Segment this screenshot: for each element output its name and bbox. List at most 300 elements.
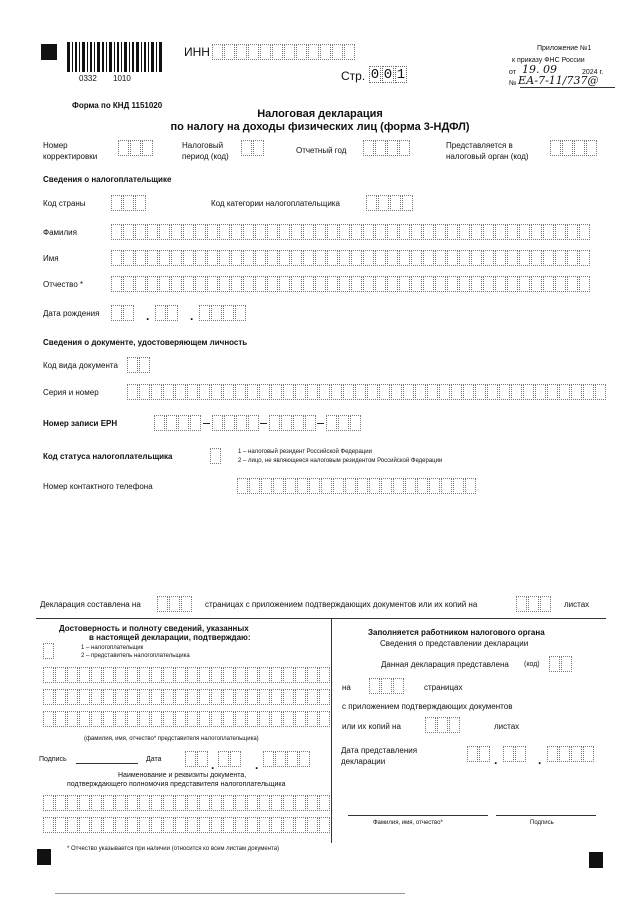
input-cell[interactable] [319, 667, 330, 683]
input-cell[interactable] [319, 817, 330, 833]
input-cell[interactable] [471, 250, 482, 266]
input-cell[interactable] [247, 689, 258, 705]
input-cell[interactable] [163, 384, 174, 400]
input-cell[interactable] [459, 250, 470, 266]
input-cell[interactable] [483, 250, 494, 266]
input-cell[interactable] [447, 250, 458, 266]
input-cell[interactable] [423, 250, 434, 266]
input-cell[interactable] [247, 817, 258, 833]
series-cells[interactable] [127, 384, 607, 400]
input-cell[interactable] [163, 689, 174, 705]
input-cell[interactable] [319, 384, 330, 400]
input-cell[interactable] [255, 250, 266, 266]
submission-code-cells[interactable] [549, 656, 573, 672]
input-cell[interactable] [315, 250, 326, 266]
input-cell[interactable] [183, 276, 194, 292]
input-cell[interactable] [357, 478, 368, 494]
input-cell[interactable] [483, 276, 494, 292]
input-cell[interactable] [199, 711, 210, 727]
input-cell[interactable] [351, 276, 362, 292]
correction-cells[interactable] [118, 140, 154, 156]
input-cell[interactable] [115, 667, 126, 683]
input-cell[interactable] [451, 384, 462, 400]
input-cell[interactable] [459, 224, 470, 240]
input-cell[interactable] [127, 711, 138, 727]
input-cell[interactable] [411, 250, 422, 266]
input-cell[interactable] [187, 817, 198, 833]
input-cell[interactable] [345, 478, 356, 494]
input-cell[interactable] [307, 711, 318, 727]
phone-cells[interactable] [237, 478, 477, 494]
input-cell[interactable] [555, 250, 566, 266]
input-cell[interactable] [139, 689, 150, 705]
input-cell[interactable] [207, 250, 218, 266]
left-date-day[interactable] [185, 751, 209, 767]
input-cell[interactable] [175, 667, 186, 683]
input-cell[interactable] [303, 250, 314, 266]
input-cell[interactable] [55, 689, 66, 705]
status-cell[interactable] [210, 448, 222, 464]
input-cell[interactable] [307, 817, 318, 833]
representative-fio-row-2[interactable] [43, 689, 331, 705]
pages-count-cells[interactable] [157, 596, 193, 612]
representative-fio-row-3[interactable] [43, 711, 331, 727]
input-cell[interactable] [231, 224, 242, 240]
input-cell[interactable] [283, 817, 294, 833]
input-cell[interactable] [159, 276, 170, 292]
input-cell[interactable] [523, 384, 534, 400]
input-cell[interactable] [79, 795, 90, 811]
input-cell[interactable] [547, 384, 558, 400]
input-cell[interactable] [295, 384, 306, 400]
input-cell[interactable] [147, 224, 158, 240]
input-cell[interactable] [267, 224, 278, 240]
office-date-day[interactable] [467, 746, 491, 762]
input-cell[interactable] [303, 224, 314, 240]
input-cell[interactable] [43, 817, 54, 833]
input-cell[interactable] [531, 276, 542, 292]
input-cell[interactable] [423, 276, 434, 292]
input-cell[interactable] [411, 224, 422, 240]
input-cell[interactable] [195, 250, 206, 266]
inn-cells[interactable] [212, 44, 356, 60]
input-cell[interactable] [139, 795, 150, 811]
input-cell[interactable] [219, 276, 230, 292]
input-cell[interactable] [43, 667, 54, 683]
input-cell[interactable] [243, 276, 254, 292]
input-cell[interactable] [387, 224, 398, 240]
input-cell[interactable] [79, 817, 90, 833]
input-cell[interactable] [43, 689, 54, 705]
input-cell[interactable] [307, 667, 318, 683]
input-cell[interactable] [571, 384, 582, 400]
input-cell[interactable] [187, 384, 198, 400]
input-cell[interactable] [595, 384, 606, 400]
input-cell[interactable] [159, 224, 170, 240]
input-cell[interactable] [405, 478, 416, 494]
input-cell[interactable] [381, 478, 392, 494]
sheets-count-cells[interactable] [516, 596, 552, 612]
input-cell[interactable] [331, 384, 342, 400]
input-cell[interactable] [127, 817, 138, 833]
input-cell[interactable] [415, 384, 426, 400]
input-cell[interactable] [435, 276, 446, 292]
input-cell[interactable] [399, 250, 410, 266]
input-cell[interactable] [375, 250, 386, 266]
input-cell[interactable] [115, 795, 126, 811]
input-cell[interactable] [411, 276, 422, 292]
input-cell[interactable] [333, 478, 344, 494]
input-cell[interactable] [453, 478, 464, 494]
input-cell[interactable] [507, 224, 518, 240]
input-cell[interactable] [427, 384, 438, 400]
input-cell[interactable] [339, 250, 350, 266]
input-cell[interactable] [79, 689, 90, 705]
input-cell[interactable] [115, 817, 126, 833]
input-cell[interactable] [555, 276, 566, 292]
input-cell[interactable] [55, 667, 66, 683]
ern-cells-1[interactable] [154, 415, 202, 431]
input-cell[interactable] [223, 689, 234, 705]
input-cell[interactable] [243, 250, 254, 266]
input-cell[interactable] [123, 250, 134, 266]
input-cell[interactable] [375, 224, 386, 240]
input-cell[interactable] [271, 795, 282, 811]
input-cell[interactable] [291, 224, 302, 240]
input-cell[interactable] [199, 689, 210, 705]
input-cell[interactable] [127, 384, 138, 400]
input-cell[interactable] [499, 384, 510, 400]
input-cell[interactable] [171, 224, 182, 240]
input-cell[interactable] [223, 817, 234, 833]
input-cell[interactable] [447, 224, 458, 240]
input-cell[interactable] [319, 711, 330, 727]
input-cell[interactable] [439, 384, 450, 400]
input-cell[interactable] [235, 384, 246, 400]
input-cell[interactable] [231, 276, 242, 292]
input-cell[interactable] [355, 384, 366, 400]
input-cell[interactable] [135, 224, 146, 240]
input-cell[interactable] [247, 795, 258, 811]
input-cell[interactable] [247, 667, 258, 683]
input-cell[interactable] [199, 795, 210, 811]
input-cell[interactable] [369, 478, 380, 494]
input-cell[interactable] [235, 711, 246, 727]
input-cell[interactable] [465, 478, 476, 494]
input-cell[interactable] [103, 667, 114, 683]
input-cell[interactable] [495, 224, 506, 240]
input-cell[interactable] [183, 224, 194, 240]
input-cell[interactable] [271, 711, 282, 727]
input-cell[interactable] [67, 795, 78, 811]
input-cell[interactable] [283, 689, 294, 705]
input-cell[interactable] [579, 276, 590, 292]
input-cell[interactable] [151, 817, 162, 833]
input-cell[interactable] [127, 689, 138, 705]
input-cell[interactable] [271, 817, 282, 833]
input-cell[interactable] [55, 711, 66, 727]
input-cell[interactable] [255, 224, 266, 240]
input-cell[interactable] [111, 224, 122, 240]
input-cell[interactable] [555, 224, 566, 240]
input-cell[interactable] [567, 224, 578, 240]
input-cell[interactable] [237, 478, 248, 494]
input-cell[interactable] [211, 667, 222, 683]
input-cell[interactable] [495, 250, 506, 266]
input-cell[interactable] [151, 689, 162, 705]
input-cell[interactable] [127, 795, 138, 811]
name-cells[interactable] [111, 250, 591, 266]
office-sheets-cells[interactable] [425, 717, 461, 733]
input-cell[interactable] [43, 711, 54, 727]
input-cell[interactable] [403, 384, 414, 400]
input-cell[interactable] [531, 224, 542, 240]
input-cell[interactable] [249, 478, 260, 494]
input-cell[interactable] [519, 250, 530, 266]
input-cell[interactable] [363, 250, 374, 266]
input-cell[interactable] [285, 478, 296, 494]
input-cell[interactable] [91, 795, 102, 811]
birthdate-day[interactable] [111, 305, 135, 321]
patronymic-cells[interactable] [111, 276, 591, 292]
country-cells[interactable] [111, 195, 147, 211]
input-cell[interactable] [223, 711, 234, 727]
input-cell[interactable] [111, 276, 122, 292]
input-cell[interactable] [583, 384, 594, 400]
input-cell[interactable] [123, 224, 134, 240]
input-cell[interactable] [195, 224, 206, 240]
input-cell[interactable] [291, 276, 302, 292]
input-cell[interactable] [147, 276, 158, 292]
input-cell[interactable] [295, 711, 306, 727]
birthdate-year[interactable] [199, 305, 247, 321]
input-cell[interactable] [211, 384, 222, 400]
input-cell[interactable] [315, 224, 326, 240]
input-cell[interactable] [519, 224, 530, 240]
surname-cells[interactable] [111, 224, 591, 240]
input-cell[interactable] [319, 689, 330, 705]
input-cell[interactable] [295, 817, 306, 833]
input-cell[interactable] [343, 384, 354, 400]
input-cell[interactable] [91, 667, 102, 683]
input-cell[interactable] [543, 250, 554, 266]
input-cell[interactable] [139, 667, 150, 683]
input-cell[interactable] [259, 667, 270, 683]
category-cells[interactable] [366, 195, 414, 211]
input-cell[interactable] [297, 478, 308, 494]
input-cell[interactable] [91, 817, 102, 833]
input-cell[interactable] [111, 250, 122, 266]
input-cell[interactable] [441, 478, 452, 494]
input-cell[interactable] [535, 384, 546, 400]
confirm-type-cell[interactable] [43, 643, 55, 659]
input-cell[interactable] [187, 795, 198, 811]
input-cell[interactable] [283, 384, 294, 400]
input-cell[interactable] [223, 667, 234, 683]
input-cell[interactable] [91, 711, 102, 727]
input-cell[interactable] [175, 384, 186, 400]
input-cell[interactable] [123, 276, 134, 292]
input-cell[interactable] [279, 276, 290, 292]
input-cell[interactable] [351, 250, 362, 266]
input-cell[interactable] [295, 795, 306, 811]
left-date-month[interactable] [218, 751, 242, 767]
input-cell[interactable] [399, 276, 410, 292]
input-cell[interactable] [171, 276, 182, 292]
input-cell[interactable] [315, 276, 326, 292]
input-cell[interactable] [303, 276, 314, 292]
input-cell[interactable] [163, 817, 174, 833]
input-cell[interactable] [327, 276, 338, 292]
input-cell[interactable] [519, 276, 530, 292]
input-cell[interactable] [429, 478, 440, 494]
input-cell[interactable] [79, 711, 90, 727]
input-cell[interactable] [207, 224, 218, 240]
input-cell[interactable] [327, 250, 338, 266]
input-cell[interactable] [267, 276, 278, 292]
input-cell[interactable] [319, 795, 330, 811]
input-cell[interactable] [367, 384, 378, 400]
input-cell[interactable] [391, 384, 402, 400]
input-cell[interactable] [271, 667, 282, 683]
input-cell[interactable] [393, 478, 404, 494]
input-cell[interactable] [211, 689, 222, 705]
input-cell[interactable] [387, 250, 398, 266]
input-cell[interactable] [543, 224, 554, 240]
input-cell[interactable] [295, 667, 306, 683]
input-cell[interactable] [471, 276, 482, 292]
input-cell[interactable] [211, 817, 222, 833]
input-cell[interactable] [339, 276, 350, 292]
input-cell[interactable] [199, 667, 210, 683]
authority-doc-row-1[interactable] [43, 795, 331, 811]
input-cell[interactable] [247, 384, 258, 400]
input-cell[interactable] [543, 276, 554, 292]
input-cell[interactable] [207, 276, 218, 292]
input-cell[interactable] [559, 384, 570, 400]
ern-cells-3[interactable] [269, 415, 317, 431]
input-cell[interactable] [243, 224, 254, 240]
input-cell[interactable] [327, 224, 338, 240]
input-cell[interactable] [475, 384, 486, 400]
input-cell[interactable] [183, 250, 194, 266]
input-cell[interactable] [321, 478, 332, 494]
input-cell[interactable] [531, 250, 542, 266]
input-cell[interactable] [379, 384, 390, 400]
input-cell[interactable] [163, 795, 174, 811]
input-cell[interactable] [235, 667, 246, 683]
input-cell[interactable] [235, 795, 246, 811]
representative-fio-row-1[interactable] [43, 667, 331, 683]
year-cells[interactable] [363, 140, 411, 156]
input-cell[interactable] [175, 711, 186, 727]
input-cell[interactable] [279, 224, 290, 240]
input-cell[interactable] [103, 817, 114, 833]
input-cell[interactable] [271, 384, 282, 400]
input-cell[interactable] [171, 250, 182, 266]
office-date-year[interactable] [547, 746, 595, 762]
input-cell[interactable] [159, 250, 170, 266]
input-cell[interactable] [67, 667, 78, 683]
input-cell[interactable] [259, 795, 270, 811]
input-cell[interactable] [307, 795, 318, 811]
authority-cells[interactable] [550, 140, 598, 156]
period-cells[interactable] [241, 140, 265, 156]
input-cell[interactable] [259, 689, 270, 705]
input-cell[interactable] [175, 689, 186, 705]
input-cell[interactable] [139, 384, 150, 400]
input-cell[interactable] [211, 711, 222, 727]
input-cell[interactable] [151, 384, 162, 400]
input-cell[interactable] [55, 795, 66, 811]
input-cell[interactable] [79, 667, 90, 683]
input-cell[interactable] [199, 817, 210, 833]
input-cell[interactable] [223, 795, 234, 811]
input-cell[interactable] [235, 689, 246, 705]
input-cell[interactable] [417, 478, 428, 494]
input-cell[interactable] [261, 478, 272, 494]
input-cell[interactable] [67, 711, 78, 727]
input-cell[interactable] [567, 250, 578, 266]
input-cell[interactable] [43, 795, 54, 811]
input-cell[interactable] [471, 224, 482, 240]
input-cell[interactable] [267, 250, 278, 266]
input-cell[interactable] [447, 276, 458, 292]
input-cell[interactable] [291, 250, 302, 266]
input-cell[interactable] [199, 384, 210, 400]
input-cell[interactable] [495, 276, 506, 292]
input-cell[interactable] [147, 250, 158, 266]
input-cell[interactable] [223, 384, 234, 400]
input-cell[interactable] [363, 276, 374, 292]
input-cell[interactable] [339, 224, 350, 240]
input-cell[interactable] [103, 795, 114, 811]
input-cell[interactable] [175, 817, 186, 833]
input-cell[interactable] [459, 276, 470, 292]
input-cell[interactable] [163, 711, 174, 727]
authority-doc-row-2[interactable] [43, 817, 331, 833]
input-cell[interactable] [579, 250, 590, 266]
input-cell[interactable] [507, 276, 518, 292]
input-cell[interactable] [295, 689, 306, 705]
input-cell[interactable] [483, 224, 494, 240]
left-date-year[interactable] [263, 751, 311, 767]
input-cell[interactable] [247, 711, 258, 727]
input-cell[interactable] [135, 276, 146, 292]
input-cell[interactable] [423, 224, 434, 240]
input-cell[interactable] [259, 711, 270, 727]
input-cell[interactable] [139, 711, 150, 727]
input-cell[interactable] [435, 224, 446, 240]
input-cell[interactable] [187, 689, 198, 705]
input-cell[interactable] [283, 711, 294, 727]
input-cell[interactable] [487, 384, 498, 400]
input-cell[interactable] [579, 224, 590, 240]
ern-cells-2[interactable] [212, 415, 260, 431]
input-cell[interactable] [115, 711, 126, 727]
input-cell[interactable] [307, 384, 318, 400]
input-cell[interactable] [507, 250, 518, 266]
input-cell[interactable] [211, 795, 222, 811]
input-cell[interactable] [307, 689, 318, 705]
input-cell[interactable] [55, 817, 66, 833]
input-cell[interactable] [187, 667, 198, 683]
input-cell[interactable] [279, 250, 290, 266]
input-cell[interactable] [259, 384, 270, 400]
input-cell[interactable] [151, 795, 162, 811]
input-cell[interactable] [151, 711, 162, 727]
input-cell[interactable] [273, 478, 284, 494]
